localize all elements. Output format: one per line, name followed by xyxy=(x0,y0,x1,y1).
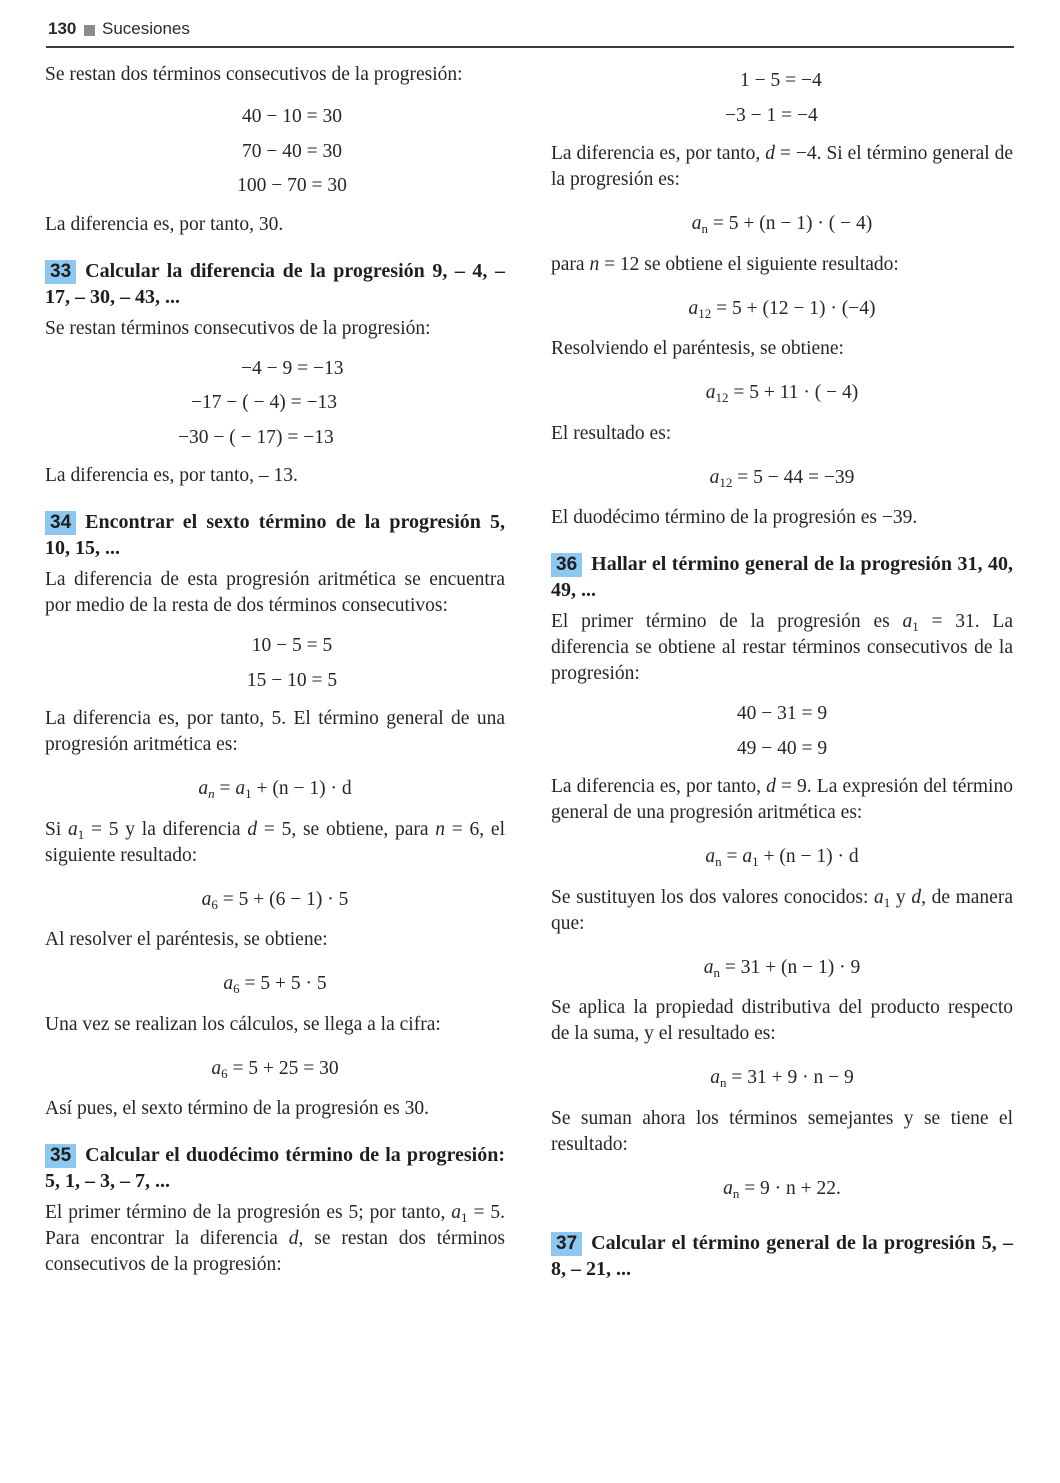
text-run: = 12 se obtiene el siguiente resultado: xyxy=(599,253,899,275)
equation-line xyxy=(45,967,505,1002)
equation: 1 − 5 = −4 xyxy=(740,70,822,91)
math-text: + (n − 1) · d xyxy=(251,778,352,799)
exercise-number: 37 xyxy=(551,1232,582,1256)
math-var: a xyxy=(198,778,209,799)
equation xyxy=(45,758,505,817)
paragraph: Resolviendo el paréntesis, se obtiene: xyxy=(551,338,844,359)
exercise-heading xyxy=(551,551,1013,603)
equation: 100 − 70 = 30 xyxy=(237,175,347,196)
math-var: a xyxy=(68,818,78,840)
text-run: , se restan dos términos consecutivos de la progresión: xyxy=(45,1228,505,1275)
equation xyxy=(45,869,505,928)
math-text: = 5 + 11 · ( − 4) xyxy=(728,382,859,403)
exercise-title: Calcular el duodécimo término de la progresión: 5, 1, – 3, – 7, ... xyxy=(45,1144,505,1192)
exercise-number: 36 xyxy=(551,553,582,577)
equation: 70 − 40 = 30 xyxy=(242,140,342,162)
equation-line xyxy=(45,772,505,807)
math-var: a xyxy=(705,382,716,403)
equation xyxy=(551,937,1013,996)
math-text: + (n − 1) · d xyxy=(758,846,859,867)
equation-group xyxy=(45,619,505,706)
math-var: d xyxy=(765,143,775,164)
math-subscript: 6 xyxy=(221,1065,228,1081)
math-subscript: 1 xyxy=(77,826,85,842)
math-var: a xyxy=(902,611,913,632)
text-run: Se sustituyen los dos valores conocidos: xyxy=(551,886,875,908)
math-subscript: n xyxy=(713,964,720,980)
section-title: Sucesiones xyxy=(102,19,190,38)
math-var: d xyxy=(247,818,258,840)
paragraph xyxy=(551,141,1013,193)
equation-group xyxy=(45,342,505,464)
text-run: = 5 y la diferencia xyxy=(84,818,248,840)
math-var: a xyxy=(742,846,753,867)
equation xyxy=(551,362,1013,421)
equation: 40 − 31 = 9 xyxy=(736,703,828,724)
paragraph: La diferencia es, por tanto, – 13. xyxy=(45,465,298,486)
equation-line xyxy=(551,376,1013,411)
math-var: a xyxy=(723,1177,733,1199)
equation: 49 − 40 = 9 xyxy=(736,737,828,759)
paragraph xyxy=(551,252,1013,278)
math-text: = xyxy=(721,846,743,867)
math-subscript: 1 xyxy=(461,1210,468,1225)
exercise-number: 34 xyxy=(45,511,76,535)
equation-group xyxy=(551,62,1013,141)
equation: −4 − 9 = −13 xyxy=(241,357,344,379)
math-text: = 5 + 5 · 5 xyxy=(239,973,327,994)
math-var: a xyxy=(223,973,234,994)
text-run: = 5, se obtiene, para xyxy=(257,818,436,840)
equation-line xyxy=(551,951,1013,986)
math-subscript: n xyxy=(720,1075,727,1090)
math-text: = 5 − 44 = −39 xyxy=(732,466,855,488)
math-var: d xyxy=(288,1228,299,1249)
math-text: = xyxy=(214,778,236,799)
equation xyxy=(45,1038,505,1097)
equation xyxy=(551,447,1013,506)
paragraph: Se restan dos términos consecutivos de la progresión: xyxy=(45,64,463,85)
exercise-heading xyxy=(45,1142,505,1194)
text-run: La diferencia es, por tanto, xyxy=(551,143,766,164)
equation: 15 − 10 = 5 xyxy=(246,669,338,691)
equation: 10 − 5 = 5 xyxy=(251,635,333,656)
text-run: para xyxy=(551,253,590,275)
math-var: a xyxy=(710,1067,720,1088)
math-text: = 31 + (n − 1) · 9 xyxy=(720,956,861,978)
page-header xyxy=(46,16,1014,48)
paragraph: Se aplica la propiedad distributiva del producto respecto de la suma, y el resultado es: xyxy=(551,997,1013,1044)
math-text: = 5 + (n − 1) · ( − 4) xyxy=(708,213,873,234)
paragraph xyxy=(551,885,1013,937)
math-subscript: n xyxy=(715,854,722,869)
equation: −30 − ( − 17) = −13 xyxy=(178,426,334,448)
math-subscript: 1 xyxy=(912,619,919,634)
math-var: a xyxy=(691,213,702,234)
equation-line xyxy=(551,461,1013,496)
math-var: a xyxy=(688,297,699,319)
math-subscript: 6 xyxy=(233,981,240,996)
exercise-title: Hallar el término general de la progresión 31, 40, 49, ... xyxy=(551,553,1013,601)
equation-line xyxy=(551,292,1013,327)
math-var: a xyxy=(235,778,246,799)
exercise-heading xyxy=(551,1230,1013,1282)
math-subscript: 12 xyxy=(698,305,712,321)
left-column xyxy=(45,62,505,1278)
equation xyxy=(551,826,1013,885)
text-run: = 6, el siguiente resultado: xyxy=(45,818,506,866)
math-text: = 31 + 9 · n − 9 xyxy=(726,1067,854,1088)
math-var: n xyxy=(435,818,446,840)
exercise-number: 35 xyxy=(45,1144,76,1168)
text-run: = 5. Para encontrar la diferencia xyxy=(45,1202,506,1249)
math-subscript: 1 xyxy=(245,786,252,801)
paragraph: Se restan términos consecutivos de la progresión: xyxy=(45,317,431,339)
text-run: Si xyxy=(45,818,69,840)
text-run: , de manera que: xyxy=(551,886,1013,934)
page-number: 130 xyxy=(48,19,77,38)
math-subscript: n xyxy=(208,786,215,801)
text-run: y xyxy=(890,886,912,908)
text-run: = 9. La expresión del término general de una progresión aritmética es: xyxy=(551,776,1013,823)
math-var: a xyxy=(211,1057,222,1079)
math-var: a xyxy=(705,846,716,867)
math-var: d xyxy=(911,886,922,908)
exercise-heading xyxy=(45,509,505,561)
paragraph xyxy=(45,817,505,869)
equation-line xyxy=(551,1061,1013,1096)
paragraph xyxy=(551,609,1013,687)
math-subscript: n xyxy=(701,221,709,236)
math-subscript: 1 xyxy=(883,894,891,910)
math-var: d xyxy=(766,776,776,797)
paragraph xyxy=(551,774,1013,826)
math-text: = 9 · n + 22. xyxy=(739,1177,841,1199)
equation-line xyxy=(551,840,1013,875)
right-column xyxy=(551,62,1013,1282)
equation xyxy=(551,1158,1013,1217)
paragraph: Así pues, el sexto término de la progresión es 30. xyxy=(45,1098,429,1119)
equation xyxy=(551,278,1013,337)
paragraph: Una vez se realizan los cálculos, se llega a la cifra: xyxy=(45,1013,441,1035)
math-var: n xyxy=(589,253,600,275)
text-run: La diferencia es, por tanto, xyxy=(551,776,767,797)
equation-line xyxy=(551,207,1013,242)
text-run: El primer término de la progresión es 5; por tanto, xyxy=(45,1202,452,1223)
equation-line xyxy=(45,883,505,918)
math-var: a xyxy=(703,956,714,978)
exercise-title: Calcular la diferencia de la progresión 9, – 4, – 17, – 30, – 43, ... xyxy=(45,259,505,308)
paragraph: El duodécimo término de la progresión es −39. xyxy=(551,507,918,528)
math-subscript: 1 xyxy=(752,854,759,869)
paragraph xyxy=(45,1200,505,1278)
paragraph: La diferencia de esta progresión aritmética se encuentra por medio de la resta de dos términos consecutivos: xyxy=(45,569,505,616)
math-subscript: 6 xyxy=(211,896,218,912)
exercise-title: Calcular el término general de la progresión 5, – 8, – 21, ... xyxy=(551,1232,1013,1280)
paragraph: Al resolver el paréntesis, se obtiene: xyxy=(45,929,328,950)
paragraph: La diferencia es, por tanto, 5. El término general de una progresión aritmética es: xyxy=(45,708,505,755)
math-subscript: 12 xyxy=(719,474,733,490)
math-var: a xyxy=(201,888,212,910)
square-bullet-icon xyxy=(84,25,95,36)
math-var: a xyxy=(874,886,884,908)
equation-group xyxy=(45,88,505,212)
equation xyxy=(45,953,505,1012)
text-run: = −4. Si el término general de la progresión es: xyxy=(551,143,1013,190)
equation xyxy=(551,1047,1013,1106)
math-var: a xyxy=(451,1202,462,1223)
paragraph: Se suman ahora los términos semejantes y se tiene el resultado: xyxy=(551,1107,1013,1155)
equation: 40 − 10 = 30 xyxy=(242,106,342,127)
paragraph: La diferencia es, por tanto, 30. xyxy=(45,213,284,235)
exercise-title: Encontrar el sexto término de la progresión 5, 10, 15, ... xyxy=(45,511,505,559)
math-subscript: n xyxy=(732,1185,740,1201)
exercise-heading xyxy=(45,258,505,310)
equation-group xyxy=(551,687,1013,774)
equation-line xyxy=(45,1052,505,1087)
equation xyxy=(551,193,1013,252)
equation: −17 − ( − 4) = −13 xyxy=(191,392,337,413)
math-subscript: 12 xyxy=(715,390,729,405)
exercise-number: 33 xyxy=(45,260,76,284)
math-var: a xyxy=(709,466,720,488)
math-text: = 5 + 25 = 30 xyxy=(227,1057,339,1079)
text-run: = 31. La diferencia se obtiene al restar términos consecutivos de la progresión: xyxy=(551,611,1013,684)
paragraph: El resultado es: xyxy=(551,422,672,444)
equation-line xyxy=(551,1172,1013,1207)
math-text: = 5 + (6 − 1) · 5 xyxy=(217,888,349,910)
math-text: = 5 + (12 − 1) · (−4) xyxy=(711,297,876,319)
text-run: El primer término de la progresión es xyxy=(551,611,903,632)
equation: −3 − 1 = −4 xyxy=(725,104,818,126)
